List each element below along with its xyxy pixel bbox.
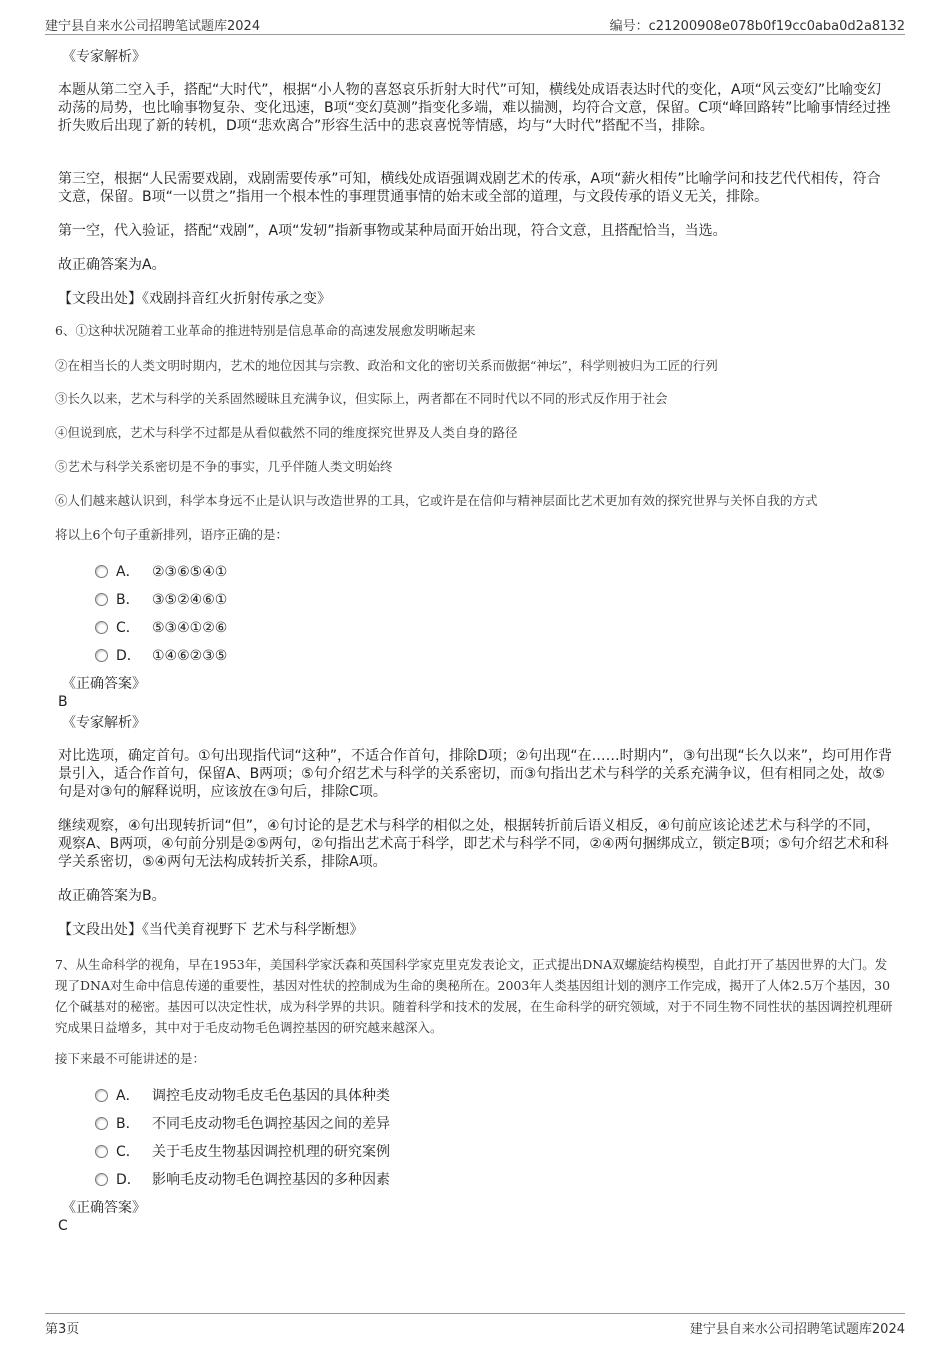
- expert-analysis-label: 《专家解析》: [62, 715, 146, 731]
- option-a[interactable]: A． 调控毛皮动物毛皮毛色基因的具体种类: [95, 1085, 390, 1105]
- expert-analysis-label: 《专家解析》: [62, 49, 146, 65]
- question-sentence: ④但说到底，艺术与科学不过都是从看似截然不同的维度探究世界及人类自身的路径: [55, 425, 518, 440]
- question-stem: 7、从生命科学的视角，早在1953年，美国科学家沃森和英国科学家克里克发表论文，正式提出DNA双螺旋结构模型，自此打开了基因世界的大门。发现了DNA对生命中信息传递的重要性，基因对性状的控制成为生命的奥秘所在。2003年人类基因组计划的测序工作完成，揭开了人体2.5万个基因，30亿个碱基对的秘密。基因可以决定性状，成为科学界的共识。随着科学和技术的发展，在生命科学的研究领域，对于不同生物不同性状的基因调控机理研究成果日益增多，其中对于毛皮动物毛色调控基因的研究越来越深入。: [55, 957, 893, 1035]
- radio-icon[interactable]: [95, 1089, 108, 1102]
- analysis-paragraph: 第一空，代入验证，搭配“戏剧”，A项“发轫”指新事物或某种局面开始出现，符合文意，且搭配恰当，当选。: [58, 223, 727, 239]
- question-sentence: ②在相当长的人类文明时期内，艺术的地位因其与宗教、政治和文化的密切关系而傲据“神坛”，科学则被归为工匠的行列: [55, 358, 718, 373]
- header-title: 建宁县自来水公司招聘笔试题库2024: [45, 19, 261, 34]
- option-c[interactable]: C． 关于毛皮生物基因调控机理的研究案例: [95, 1141, 390, 1161]
- correct-answer: B: [58, 694, 68, 710]
- radio-icon[interactable]: [95, 593, 108, 606]
- radio-icon[interactable]: [95, 621, 108, 634]
- radio-icon[interactable]: [95, 1117, 108, 1130]
- conclusion: 故正确答案为B。: [58, 888, 166, 904]
- source-citation: 【文段出处】《当代美育视野下 艺术与科学断想》: [58, 922, 364, 938]
- radio-icon[interactable]: [95, 1145, 108, 1158]
- option-b[interactable]: B． 不同毛皮动物毛色调控基因之间的差异: [95, 1113, 390, 1133]
- correct-answer-label: 《正确答案》: [62, 1200, 146, 1216]
- option-a[interactable]: A． ②③⑥⑤④①: [95, 561, 227, 581]
- page-footer: [45, 1313, 905, 1338]
- footer-title: 建宁县自来水公司招聘笔试题库2024: [689, 1322, 905, 1337]
- analysis-paragraph: 第三空，根据“人民需要戏剧，戏剧需要传承”可知，横线处成语强调戏剧艺术的传承，A项“薪火相传”比喻学问和技艺代代相传，符合文意，保留。B项“一以贯之”指用一个根本性的事理贯通事情的始末或全部的道理，与文段传承的语义无关，排除。: [58, 171, 881, 205]
- source-citation: 【文段出处】《戏剧抖音红火折射传承之变》: [58, 291, 331, 307]
- conclusion: 故正确答案为A。: [58, 257, 166, 273]
- question-sentence: ③长久以来，艺术与科学的关系固然暧昧且充满争议，但实际上，两者都在不同时代以不同的形式反作用于社会: [55, 391, 668, 406]
- correct-answer: C: [58, 1218, 68, 1234]
- question-sentence: ⑤艺术与科学关系密切是不争的事实，几乎伴随人类文明始终: [55, 459, 393, 474]
- option-b[interactable]: B． ③⑤②④⑥①: [95, 589, 227, 609]
- question-sentence: 6、①这种状况随着工业革命的推进特别是信息革命的高速发展愈发明晰起来: [55, 323, 476, 338]
- page-number: 第3页: [45, 1322, 80, 1337]
- question-prompt: 将以上6个句子重新排列，语序正确的是：: [55, 527, 288, 542]
- option-d[interactable]: D． ①④⑥②③⑤: [95, 645, 227, 665]
- option-d[interactable]: D． 影响毛皮动物毛色调控基因的多种因素: [95, 1169, 390, 1189]
- analysis-paragraph: 本题从第二空入手，搭配“大时代”，根据“小人物的喜怒哀乐折射大时代”可知，横线处成语表达时代的变化，A项“风云变幻”比喻变幻动荡的局势，也比喻事物复杂、变化迅速，B项“变幻莫测”指变化多端，难以揣测，均符合文意，保留。C项“峰回路转”比喻事情经过挫折失败后出现了新的转机，D项“悲欢离合”形容生活中的悲哀喜悦等情感，均与“大时代”搭配不当，排除。: [58, 82, 891, 134]
- analysis-paragraph: 继续观察，④句出现转折词“但”，④句讨论的是艺术与科学的相似之处，根据转折前后语义相反，④句前应该论述艺术与科学的不同，观察A、B两项，④句前分别是②⑤两句，②句指出艺术高于科学，即艺术与科学不同，②④两句捆绑成立，锁定B项；⑤句介绍艺术和科学关系密切，⑤④两句无法构成转折关系，排除A项。: [58, 818, 889, 870]
- radio-icon[interactable]: [95, 565, 108, 578]
- header-doc-id: 编号：c21200908e078b0f19cc0aba0d2a8132: [609, 19, 905, 34]
- radio-icon[interactable]: [95, 1173, 108, 1186]
- question-prompt: 接下来最不可能讲述的是：: [55, 1051, 206, 1066]
- option-c[interactable]: C． ⑤③④①②⑥: [95, 617, 227, 637]
- correct-answer-label: 《正确答案》: [62, 676, 146, 692]
- question-sentence: ⑥人们越来越认识到，科学本身远不止是认识与改造世界的工具，它或许是在信仰与精神层面比艺术更加有效的探究世界与关怀自我的方式: [55, 493, 818, 508]
- page-header: [45, 12, 905, 35]
- radio-icon[interactable]: [95, 649, 108, 662]
- analysis-paragraph: 对比选项，确定首句。①句出现指代词“这种”，不适合作首句，排除D项；②句出现“在……时期内”，③句出现“长久以来”，均可用作背景引入，适合作首句，保留A、B两项；⑤句介绍艺术与科学的关系密切，而③句指出艺术与科学的关系充满争议，但有相同之处，故⑤句是对③句的解释说明，应该放在③句后，排除C项。: [58, 748, 892, 800]
